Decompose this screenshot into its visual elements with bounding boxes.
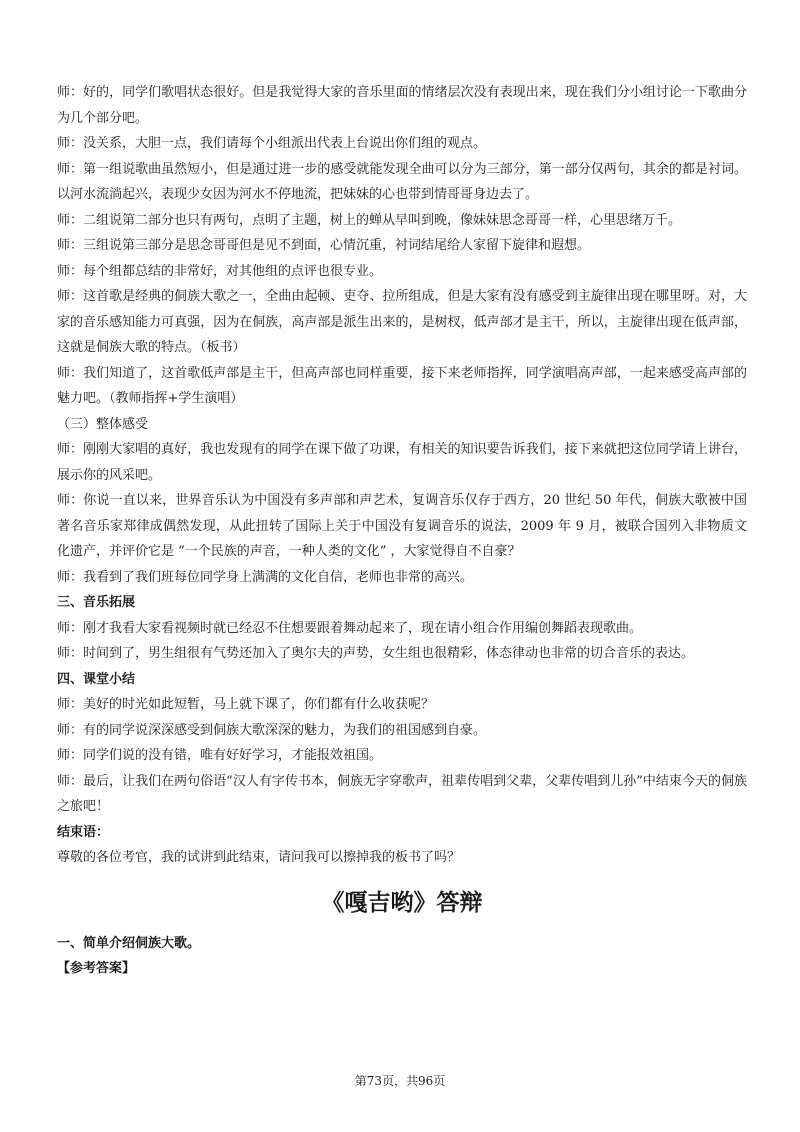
paragraph: 师：你说一直以来，世界音乐认为中国没有多声部和声艺术，复调音乐仅存于西方，20 世纪 50 年代，侗族大歌被中国著名音乐家郑律成偶然发现，从此扭转了国际上关于中国没有复调音乐的说法，2009 年 9 月，被联合国列入非物质文化遗产，并评价它是 “一个民族的声音，一种人类的文化” ，大家觉得自不自豪？ (57, 493, 747, 559)
section-heading-class-summary: 四、课堂小结 (57, 671, 136, 687)
paragraph: 师：好的，同学们歌唱状态很好。但是我觉得大家的音乐里面的情绪层次没有表现出来，现在我们分小组讨论一下歌曲分为几个部分吧。 (57, 85, 747, 126)
page-content (57, 80, 747, 982)
paragraph: 师：同学们说的没有错，唯有好好学习，才能报效祖国。 (57, 748, 383, 763)
question-heading: 一、简单介绍侗族大歌。 (57, 935, 201, 951)
paragraph: 师：刚刚大家唱的真好，我也发现有的同学在课下做了功课，有相关的知识要告诉我们，接下来就把这位同学请上讲台，展示你的风采吧。 (57, 442, 747, 483)
paragraph: 师：三组说第三部分是思念哥哥但是见不到面，心情沉重，衬词结尾给人家留下旋律和遐想。 (57, 238, 591, 253)
page-footer: 第73页，共96页 (354, 1074, 446, 1088)
paragraph: 师：我们知道了，这首歌低声部是主干，但高声部也同样重要，接下来老师指挥，同学演唱高声部，一起来感受高声部的魅力吧。（教师指挥+学生演唱） (57, 365, 747, 406)
reference-answer-label: 【参考答案】 (57, 961, 136, 976)
defense-title: 《嘎吉哟》答辩 (321, 889, 483, 916)
paragraph: 师：第一组说歌曲虽然短小，但是通过进一步的感受就能发现全曲可以分为三部分，第一部分仅两句，其余的都是衬词。以河水流淌起兴，表现少女因为河水不停地流，把妹妹的心也带到情哥哥身边去了。 (57, 161, 747, 202)
subsection-heading: （三）整体感受 (57, 416, 149, 432)
section-heading-music-extension: 三、音乐拓展 (57, 595, 136, 610)
paragraph: 师：最后，让我们在两句俗语“汉人有字传书本，侗族无字穿歌声，祖辈传唱到父辈，父辈传唱到儿孙”中结束今天的侗族之旅吧！ (57, 773, 747, 814)
closing-label: 结束语： (57, 824, 110, 840)
closing-text: 尊敬的各位考官，我的试讲到此结束，请问我可以擦掉我的板书了吗？ (57, 850, 461, 865)
paragraph: 师：时间到了，男生组很有气势还加入了奥尔夫的声势，女生组也很精彩，体态律动也非常的切合音乐的表达。 (57, 646, 695, 661)
paragraph: 师：这首歌是经典的侗族大歌之一，全曲由起顿、吏夺、拉所组成，但是大家有没有感受到主旋律出现在哪里呀。对，大家的音乐感知能力可真强，因为在侗族，高声部是派生出来的，是树杈，低声部才是主干，所以，主旋律出现在低声部，这就是侗族大歌的特点。（板书） (57, 289, 747, 355)
paragraph: 师：刚才我看大家看视频时就已经忍不住想要跟着舞动起来了，现在请小组合作用编创舞蹈表现歌曲。 (57, 620, 643, 636)
paragraph: 师：没关系，大胆一点，我们请每个小组派出代表上台说出你们组的观点。 (57, 136, 487, 151)
paragraph: 师：美好的时光如此短暂，马上就下课了，你们都有什么收获呢？ (57, 697, 435, 712)
paragraph: 师：有的同学说深深感受到侗族大歌深深的魅力，为我们的祖国感到自豪。 (57, 722, 487, 738)
paragraph: 师：每个组都总结的非常好，对其他组的点评也很专业。 (57, 263, 383, 279)
paragraph: 师：我看到了我们班每位同学身上满满的文化自信，老师也非常的高兴。 (57, 569, 474, 585)
paragraph: 师：二组说第二部分也只有两句，点明了主题，树上的蝉从早叫到晚，像妹妹思念哥哥一样，心里思绪万千。 (57, 212, 682, 228)
